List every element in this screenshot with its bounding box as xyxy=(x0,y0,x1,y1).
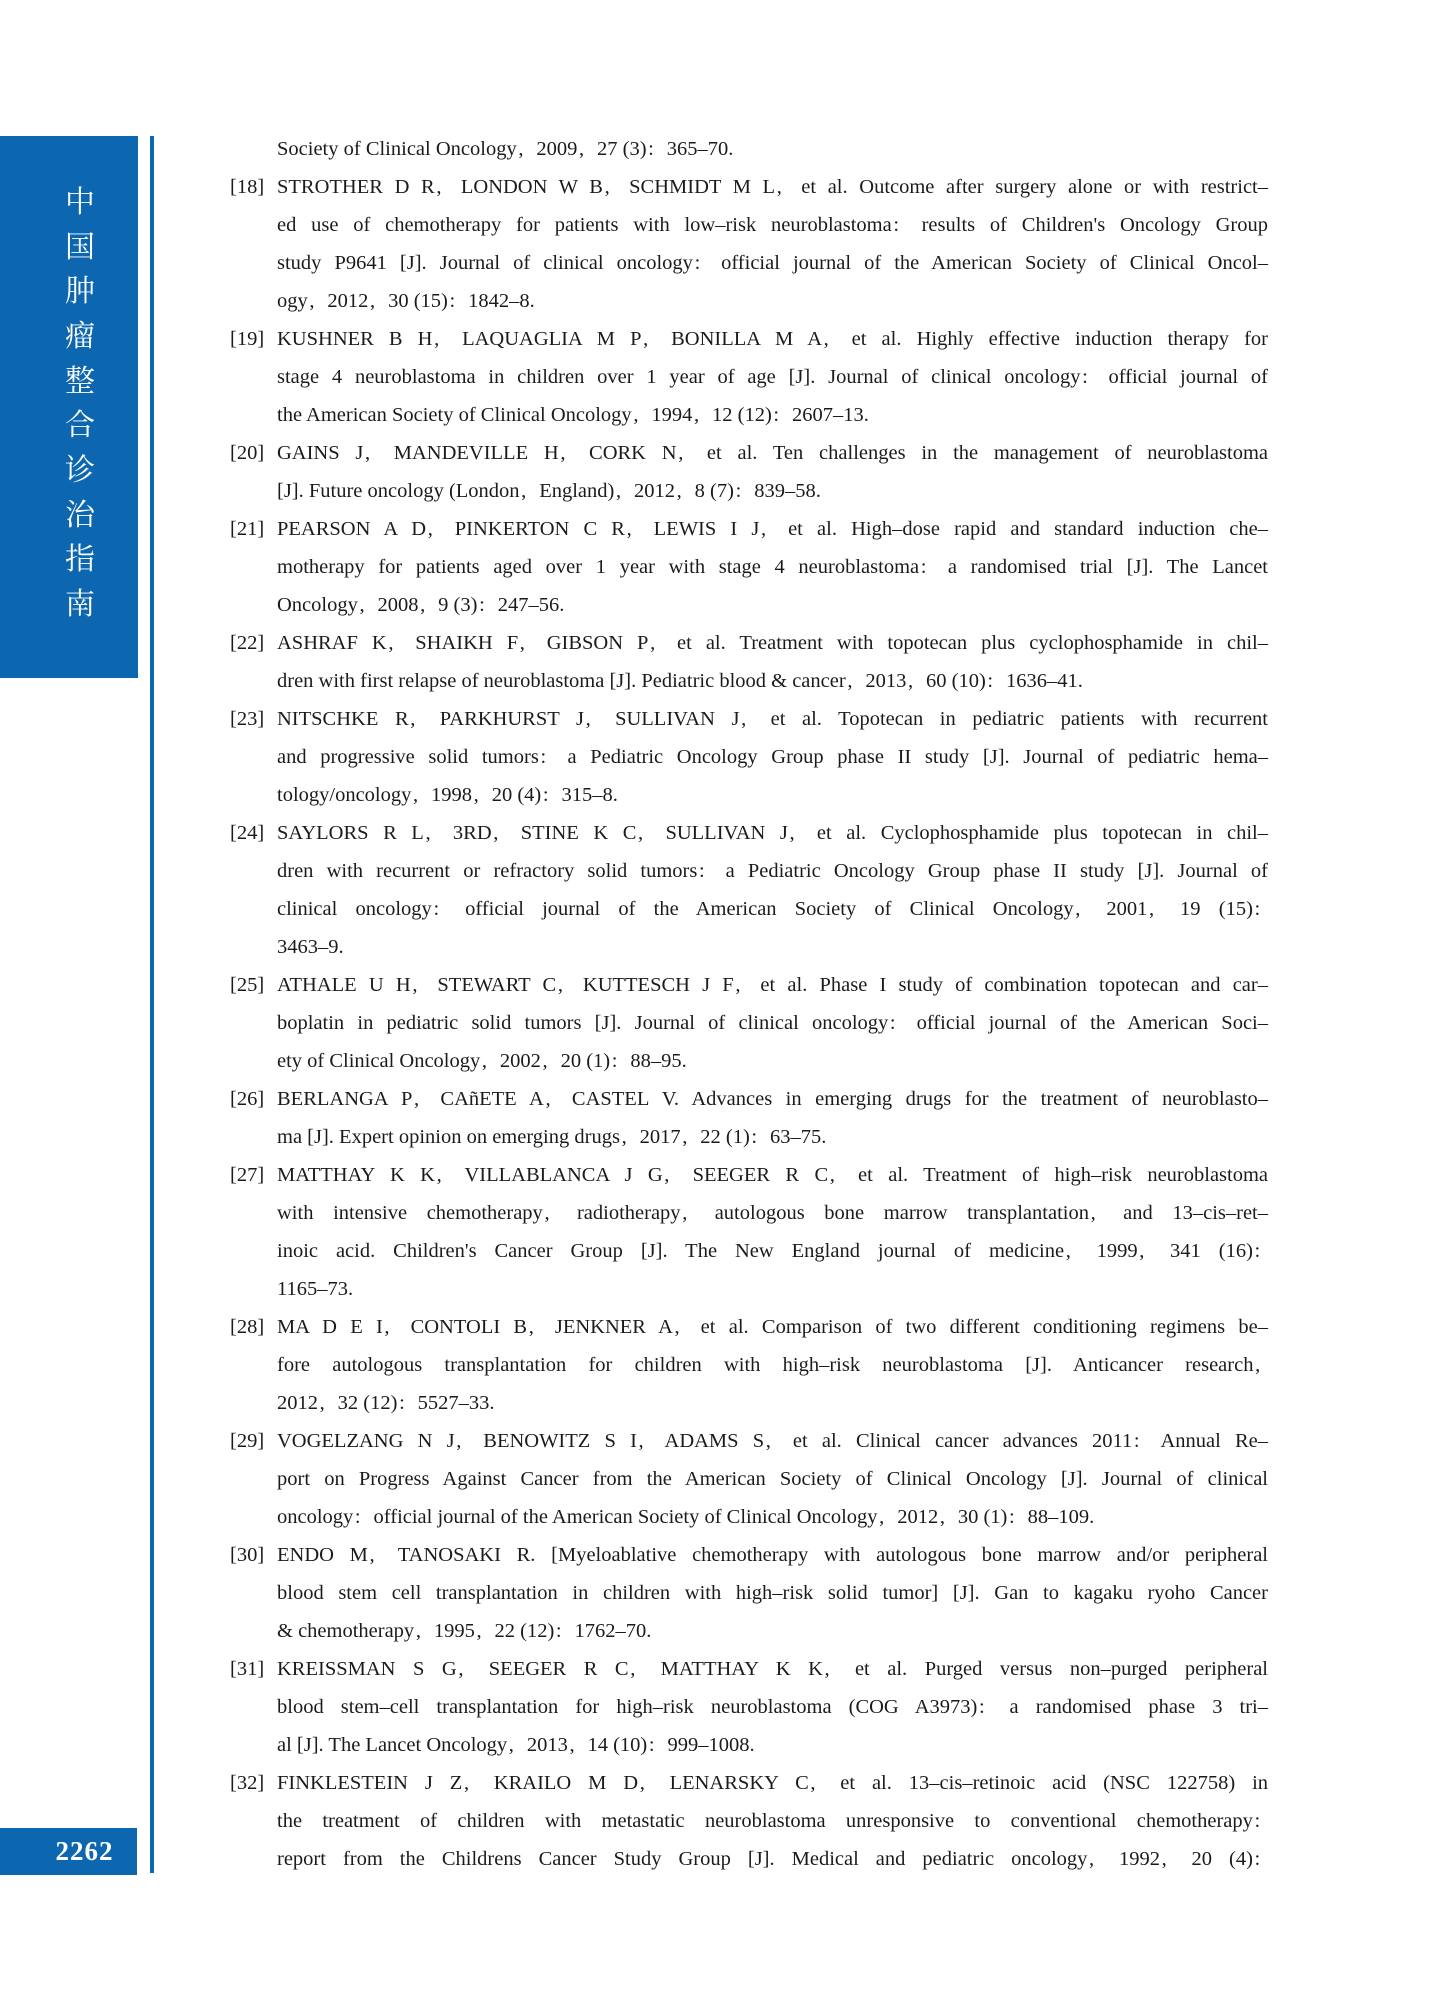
reference-label: [30] xyxy=(230,1544,265,1566)
reference-line: ASHRAF K, SHAIKH F, GIBSON P, et al. Treatment with topotecan plus cyclophosphamide in chil– xyxy=(277,632,1268,654)
reference-line: 3463–9. xyxy=(277,936,344,958)
reference-item xyxy=(230,966,1268,1080)
reference-line: ety of Clinical Oncology, 2002, 20 (1): 88–95. xyxy=(277,1050,687,1072)
reference-line: with intensive chemotherapy, radiotherapy, autologous bone marrow transplantation, and 13–cis–ret– xyxy=(277,1202,1268,1224)
reference-line: FINKLESTEIN J Z, KRAILO M D, LENARSKY C, et al. 13–cis–retinoic acid (NSC 122758) in xyxy=(277,1772,1269,1794)
reference-line: and progressive solid tumors: a Pediatric Oncology Group phase II study [J]. Journal of pediatric hema– xyxy=(277,746,1268,768)
reference-line: dren with first relapse of neuroblastoma [J]. Pediatric blood & cancer, 2013, 60 (10): 1636–41. xyxy=(277,670,1083,692)
reference-label: [18] xyxy=(230,176,265,198)
reference-body xyxy=(277,320,1268,434)
spine-char: 诊 xyxy=(65,453,95,487)
reference-body xyxy=(277,510,1268,624)
reference-label: [29] xyxy=(230,1430,265,1452)
reference-line: Oncology, 2008, 9 (3): 247–56. xyxy=(277,594,565,616)
reference-body xyxy=(277,1764,1268,1878)
reference-label: [25] xyxy=(230,974,265,996)
reference-label: [22] xyxy=(230,632,265,654)
reference-line: ogy, 2012, 30 (15): 1842–8. xyxy=(277,290,535,312)
reference-body xyxy=(277,1308,1268,1422)
reference-label: [19] xyxy=(230,328,265,350)
reference-line: MATTHAY K K, VILLABLANCA J G, SEEGER R C, et al. Treatment of high–risk neuroblastoma xyxy=(277,1164,1269,1186)
reference-line: port on Progress Against Cancer from the American Society of Clinical Oncology [J]. Journal of clinical xyxy=(277,1468,1268,1490)
reference-line: blood stem–cell transplantation for high–risk neuroblastoma (COG A3973): a randomised phase 3 tri– xyxy=(277,1696,1268,1718)
reference-line: tology/oncology, 1998, 20 (4): 315–8. xyxy=(277,784,618,806)
reference-item xyxy=(230,1764,1268,1878)
reference-item xyxy=(230,1536,1268,1650)
reference-label: [31] xyxy=(230,1658,265,1680)
reference-line: SAYLORS R L, 3RD, STINE K C, SULLIVAN J, et al. Cyclophosphamide plus topotecan in chil– xyxy=(277,822,1268,844)
reference-line: motherapy for patients aged over 1 year with stage 4 neuroblastoma: a randomised trial [J]. The Lancet xyxy=(277,556,1268,578)
vertical-divider xyxy=(150,136,154,1873)
sidebar-spine xyxy=(0,136,138,678)
reference-item xyxy=(230,1080,1268,1156)
reference-label: [24] xyxy=(230,822,265,844)
reference-label: [32] xyxy=(230,1772,265,1794)
reference-item xyxy=(230,1308,1268,1422)
reference-line: oncology: official journal of the American Society of Clinical Oncology, 2012, 30 (1): 88–109. xyxy=(277,1506,1095,1528)
spine-char: 整 xyxy=(65,364,95,398)
reference-line: BERLANGA P, CAñETE A, CASTEL V. Advances in emerging drugs for the treatment of neuroblasto– xyxy=(277,1088,1269,1110)
reference-item xyxy=(230,434,1268,510)
reference-line: the treatment of children with metastatic neuroblastoma unresponsive to conventional chemotherapy: xyxy=(277,1810,1261,1832)
spine-char: 肿 xyxy=(65,275,95,309)
page-number: 2262 xyxy=(55,1836,114,1866)
reference-line: ENDO M, TANOSAKI R. [Myeloablative chemotherapy with autologous bone marrow and/or peripheral xyxy=(277,1544,1268,1566)
reference-line: KUSHNER B H, LAQUAGLIA M P, BONILLA M A, et al. Highly effective induction therapy for xyxy=(277,328,1269,350)
reference-line: ma [J]. Expert opinion on emerging drugs, 2017, 22 (1): 63–75. xyxy=(277,1126,827,1148)
reference-line: inoic acid. Children's Cancer Group [J]. The New England journal of medicine, 1999, 341 (16): xyxy=(277,1240,1261,1262)
reference-item xyxy=(230,168,1268,320)
reference-line: dren with recurrent or refractory solid tumors: a Pediatric Oncology Group phase II study [J]. Journal of xyxy=(277,860,1268,882)
reference-item xyxy=(230,1422,1268,1536)
spine-char: 国 xyxy=(65,230,95,264)
reference-line: KREISSMAN S G, SEEGER R C, MATTHAY K K, et al. Purged versus non–purged peripheral xyxy=(277,1658,1268,1680)
spine-char: 治 xyxy=(65,498,95,532)
reference-body xyxy=(277,1156,1268,1308)
reference-line: ed use of chemotherapy for patients with low–risk neuroblastoma: results of Children's Oncology Group xyxy=(277,214,1268,236)
reference-line: PEARSON A D, PINKERTON C R, LEWIS I J, et al. High–dose rapid and standard induction che– xyxy=(277,518,1268,540)
reference-label: [20] xyxy=(230,442,265,464)
reference-line: MA D E I, CONTOLI B, JENKNER A, et al. Comparison of two different conditioning regimens be– xyxy=(277,1316,1268,1338)
reference-body xyxy=(277,700,1268,814)
reference-body xyxy=(277,1536,1268,1650)
reference-item xyxy=(230,1650,1268,1764)
reference-line: [J]. Future oncology (London, England), 2012, 8 (7): 839–58. xyxy=(277,480,821,502)
reference-body xyxy=(277,434,1268,510)
reference-line: 1165–73. xyxy=(277,1278,354,1300)
spine-char: 南 xyxy=(65,587,95,621)
spine-char: 指 xyxy=(65,543,95,577)
reference-label: [21] xyxy=(230,518,265,540)
reference-body xyxy=(277,624,1268,700)
reference-line: clinical oncology: official journal of the American Society of Clinical Oncology, 2001, 19 (15): xyxy=(277,898,1261,920)
references-list xyxy=(230,130,1268,1878)
spine-char: 合 xyxy=(65,409,95,443)
reference-line: & chemotherapy, 1995, 22 (12): 1762–70. xyxy=(277,1620,652,1642)
reference-body xyxy=(277,130,1268,168)
reference-body xyxy=(277,1422,1268,1536)
reference-body xyxy=(277,168,1268,320)
reference-line: ATHALE U H, STEWART C, KUTTESCH J F, et al. Phase I study of combination topotecan and car– xyxy=(277,974,1268,996)
reference-body xyxy=(277,814,1268,966)
reference-item xyxy=(230,1156,1268,1308)
reference-label: [23] xyxy=(230,708,265,730)
spine-char: 瘤 xyxy=(65,319,95,353)
reference-line: the American Society of Clinical Oncology, 1994, 12 (12): 2607–13. xyxy=(277,404,869,426)
reference-line: report from the Childrens Cancer Study Group [J]. Medical and pediatric oncology, 1992, 20 (4): xyxy=(277,1848,1261,1870)
spine-char: 中 xyxy=(65,186,95,219)
reference-line: boplatin in pediatric solid tumors [J]. Journal of clinical oncology: official journal of the American Soci– xyxy=(277,1012,1268,1034)
reference-line: stage 4 neuroblastoma in children over 1 year of age [J]. Journal of clinical oncology: official journal of xyxy=(277,366,1268,388)
page-number-badge xyxy=(0,1828,137,1875)
reference-item xyxy=(230,510,1268,624)
reference-line: blood stem cell transplantation in children with high–risk solid tumor] [J]. Gan to kagaku ryoho Cancer xyxy=(277,1582,1268,1604)
reference-label xyxy=(230,130,277,168)
reference-label: [27] xyxy=(230,1164,265,1186)
sidebar-title xyxy=(22,188,138,620)
reference-line: fore autologous transplantation for children with high–risk neuroblastoma [J]. Anticancer research, xyxy=(277,1354,1261,1376)
reference-item xyxy=(230,320,1268,434)
reference-line: NITSCHKE R, PARKHURST J, SULLIVAN J, et al. Topotecan in pediatric patients with recurrent xyxy=(277,708,1268,730)
reference-item xyxy=(230,700,1268,814)
reference-item xyxy=(230,130,1268,168)
reference-label: [26] xyxy=(230,1088,265,1110)
reference-item xyxy=(230,814,1268,966)
reference-item xyxy=(230,624,1268,700)
reference-line: al [J]. The Lancet Oncology, 2013, 14 (10): 999–1008. xyxy=(277,1734,755,1756)
reference-line: GAINS J, MANDEVILLE H, CORK N, et al. Ten challenges in the management of neuroblastoma xyxy=(277,442,1268,464)
reference-line: Society of Clinical Oncology, 2009, 27 (3): 365–70. xyxy=(277,138,734,160)
reference-label: [28] xyxy=(230,1316,265,1338)
reference-line: STROTHER D R, LONDON W B, SCHMIDT M L, et al. Outcome after surgery alone or with restrict– xyxy=(277,176,1269,198)
reference-body xyxy=(277,1650,1268,1764)
reference-line: study P9641 [J]. Journal of clinical oncology: official journal of the American Society of Clinical Oncol– xyxy=(277,252,1268,274)
reference-body xyxy=(277,1080,1268,1156)
reference-line: 2012, 32 (12): 5527–33. xyxy=(277,1392,495,1414)
reference-line: VOGELZANG N J, BENOWITZ S I, ADAMS S, et al. Clinical cancer advances 2011: Annual Re– xyxy=(277,1430,1269,1452)
reference-body xyxy=(277,966,1268,1080)
